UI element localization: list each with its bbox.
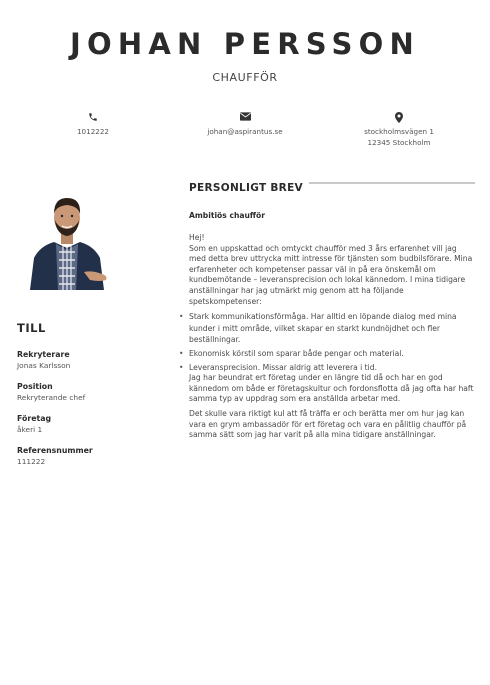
letter-greeting: Hej!: [189, 233, 205, 242]
recruiter-label: Rekryterare: [17, 350, 70, 359]
phone-number[interactable]: 1012222: [76, 127, 109, 136]
list-item: • Ekonomisk körstil som sparar både pengar och material.: [189, 348, 475, 360]
contact-email: [170, 112, 320, 137]
contact-address: [324, 112, 474, 148]
letter-heading-row: [189, 176, 475, 194]
reference-label: Referensnummer: [17, 446, 93, 455]
phone-icon: [18, 112, 168, 124]
position-label: Position: [17, 382, 53, 391]
letter-intro: Som en uppskattad och omtyckt chaufför med 3 års erfarenhet vill jag med detta brev uttrycka mitt intresse för tjänsten som budbilsförare. Mina erfarenheter och kompetenser passar väl in på era önskemål om kundbemötande – leveransprecision och lokal kännedom. I mina tidigare anställningar har jag utmärkt mig genom att ha följande spetskompetenser:: [189, 243, 473, 306]
company-label: Företag: [17, 414, 52, 423]
recruiter-value: Jonas Karlsson: [17, 361, 71, 370]
reference-value: 111222: [17, 457, 46, 466]
address-line-2: 12345 Stockholm: [367, 138, 431, 147]
map-pin-icon: [324, 112, 474, 124]
letter-paragraph-3: Det skulle vara riktigt kul att få träffa er och berätta mer om hur jag kan vara en grym ambassadör för ert företag och vara en pålitlig chaufför på samma sätt som jag har varit på alla mina tidigare anställningar.: [189, 408, 467, 440]
recipient-section: [17, 321, 167, 477]
envelope-icon: [170, 112, 320, 124]
letter-subject: Ambitiös chaufför: [189, 211, 265, 220]
job-title: CHAUFFÖR: [212, 71, 278, 84]
contact-phone: [18, 112, 168, 137]
address-line-1: stockholmsvägen 1: [364, 127, 434, 136]
profile-photo: [26, 186, 108, 290]
letter-section: [189, 176, 475, 441]
skills-list: [189, 311, 475, 373]
candidate-name: JOHAN PERSSON: [70, 27, 420, 61]
list-item: • Leveransprecision. Missar aldrig att leverera i tid.: [189, 362, 475, 374]
company-value: åkeri 1: [17, 425, 43, 434]
email-address[interactable]: johan@aspirantus.se: [207, 127, 283, 136]
list-item: • Stark kommunikationsförmåga. Har alltid en löpande dialog med mina kunder i mitt område, vilket skapar en starkt kundnöjdhet och fler beställningar.: [189, 311, 475, 346]
letter-paragraph-2: Jag har beundrat ert företag under en längre tid då och har en god kännedom om både er företagskultur och fordonsflotta då jag ofta har haft samma typ av uppdrag som era anställda arbetar med.: [189, 373, 474, 404]
position-value: Rekryterande chef: [17, 393, 86, 402]
recipient-heading: TILL: [17, 321, 46, 335]
letter-heading: PERSONLIGT BREV: [189, 182, 309, 194]
